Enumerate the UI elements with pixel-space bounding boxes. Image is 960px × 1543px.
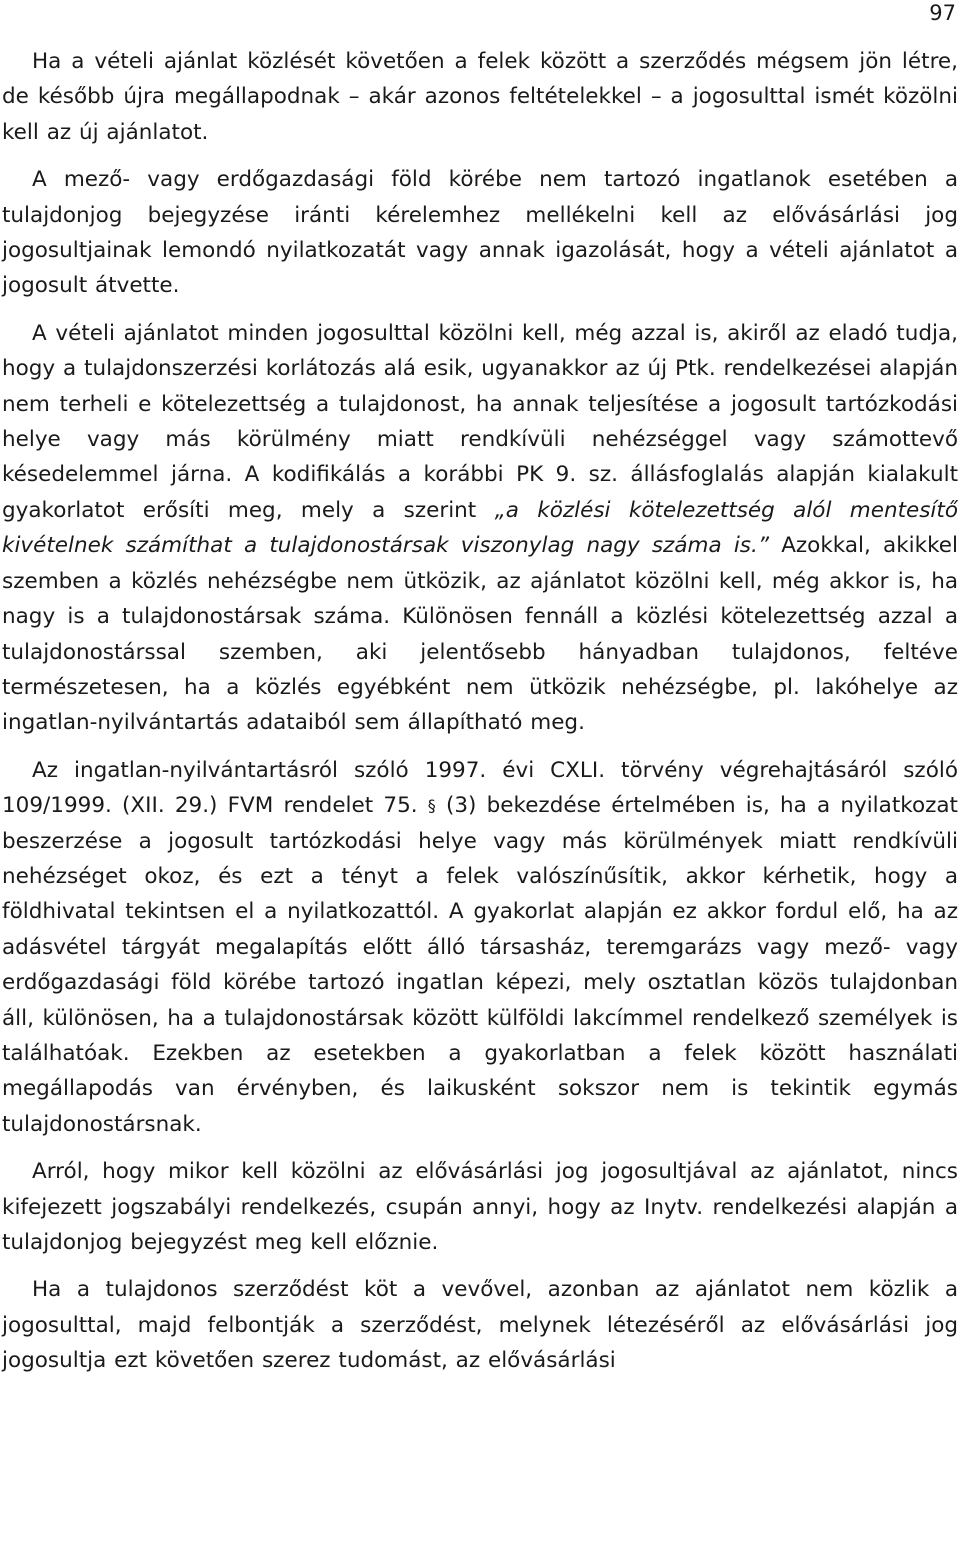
section-sign: §	[427, 796, 436, 816]
paragraph-6: Ha a tulajdonos szerződést köt a vevővel, azonban az ajánlatot nem közlik a jogosulttal, majd felbontják a szerződést, melynek létezéséről az elővásárlási jog jogosultja ezt követően szerez tudomást, az elővásárlási	[2, 1277, 958, 1374]
paragraph-4-text-end: (3) bekezdése értelmében is, ha a nyilatkozat beszerzése a jogosult tartózkodási helye vagy más körülmények miatt rendkívüli nehézséget okoz, és ezt a tényt a felek valószínűsítik, akkor kérhetik, hogy a földhivatal tekintsen el a nyilatkozattól. A gyakorlat alapján ez akkor fordul elő, ha az adásvétel tárgyát megalapítás előtt álló társasház, teremgarázs vagy mező- vagy erdőgazdasági föld körébe tartozó ingatlan képezi, mely osztatlan közös tulajdonban áll, különösen, ha a tulajdonostársak között külföldi lakcímmel rendelkező személyek is találhatóak. Ezekben az esetekben a gyakorlatban a felek között használati megállapodás van érvényben, és laikusként sokszor nem is tekintik egymás tulajdonostársnak.	[2, 793, 958, 1137]
paragraph-2: A mező- vagy erdőgazdasági föld körébe nem tartozó ingatlanok esetében a tulajdonjog bejegyzése iránti kérelemhez mellékelni kell az elővásárlási jog jogosultjainak lemondó nyilatkozatát vagy annak igazolását, hogy a vételi ajánlatot a jogosult átvette.	[2, 167, 958, 299]
paragraph-3	[2, 316, 958, 741]
paragraph-1: Ha a vételi ajánlat közlését követően a felek között a szerződés mégsem jön létre, de később újra megállapodnak – akár azonos feltételekkel – a jogosulttal ismét közölni kell az új ajánlatot.	[2, 49, 958, 145]
page-number: 97	[929, 1, 956, 25]
paragraph-3-text-start: A vételi ajánlatot minden jogosulttal közölni kell, még azzal is, akiről az eladó tudja, hogy a tulajdonszerzési korlátozás alá esik, ugyanakkor az új Ptk. rendelkezései alapján nem terheli e kötelezettség a tulajdonost, ha annak teljesítése a jogosult tartózkodási helye vagy más körülmény miatt rendkívüli nehézséggel vagy számottevő késedelemmel járna. A kodifikálás a korábbi PK 9. sz. állásfoglalás alapján kialakult gyakorlatot erősíti meg, mely a szerint	[2, 320, 958, 523]
paragraph-4	[2, 753, 958, 1142]
paragraph-3-text-end: Azokkal, akikkel szemben a közlés nehézségbe nem ütközik, az ajánlatot közölni kell, még akkor is, ha nagy is a tulajdonostársak száma. Különösen fennáll a közlési kötelezettség azzal a tulajdonostárssal szemben, aki jelentősebb hányadban tulajdonos, feltéve természetesen, ha a közlés egyébként nem ütközik nehézségbe, pl. lakóhelye az ingatlan-nyilvántartás adataiból sem állapítható meg.	[2, 533, 958, 736]
paragraph-3-quote: „a közlési kötelezettség alól mentesítő kivételnek számíthat a tulajdonostársak viszonylag nagy száma is.”	[2, 497, 958, 559]
paragraph-5: Arról, hogy mikor kell közölni az elővásárlási jog jogosultjával az ajánlatot, nincs kifejezett jogszabályi rendelkezés, csupán annyi, hogy az Inytv. rendelkezési alapján a tulajdonjog bejegyzést meg kell előznie.	[2, 1159, 958, 1255]
paragraph-4-text-start: Az ingatlan-nyilvántartásról szóló 1997. évi CXLI. törvény végrehajtásáról szóló 109/1999. (XII. 29.) FVM rendelet 75.	[2, 757, 958, 819]
